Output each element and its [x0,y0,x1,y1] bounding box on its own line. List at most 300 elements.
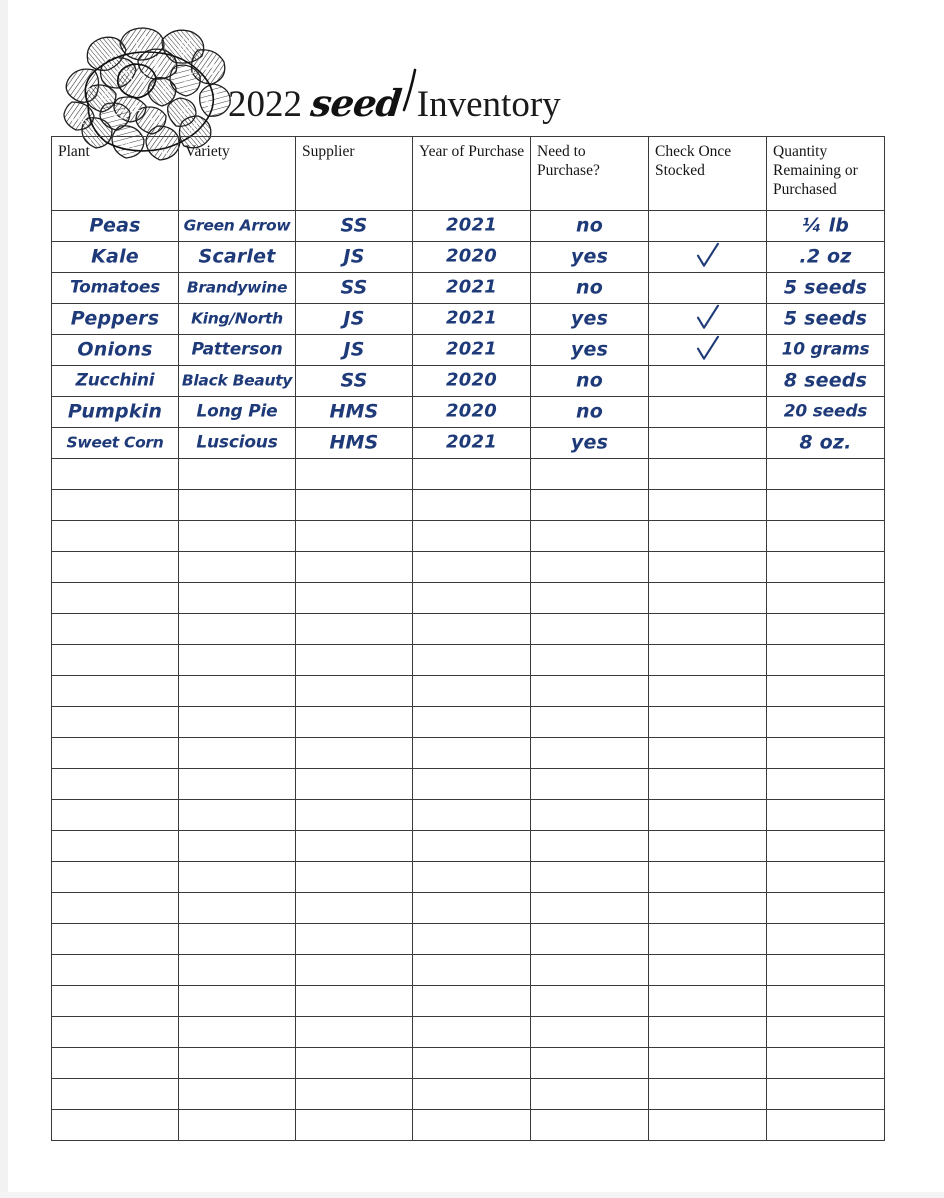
need-value: yes [570,245,609,268]
column-header-supplier: Supplier [296,137,413,211]
cell-variety-empty[interactable] [179,800,296,831]
cell-need[interactable] [531,242,649,273]
cell-supplier-empty[interactable] [296,862,413,893]
cell-plant-empty[interactable] [52,490,179,521]
cell-supplier-empty[interactable] [296,800,413,831]
cell-supplier-empty[interactable] [296,831,413,862]
cell-check-empty[interactable] [649,769,767,800]
cell-plant-empty[interactable] [52,986,179,1017]
cell-check-empty[interactable] [649,924,767,955]
cell-year-empty[interactable] [413,490,531,521]
cell-year-empty[interactable] [413,800,531,831]
cell-variety-empty[interactable] [179,893,296,924]
cell-supplier-empty[interactable] [296,924,413,955]
cell-plant-empty[interactable] [52,707,179,738]
cell-check-empty[interactable] [649,986,767,1017]
cell-supplier[interactable] [296,366,413,397]
year-value: 2020 [446,400,497,422]
cell-variety-empty[interactable] [179,1017,296,1048]
quantity-value: 10 grams [781,339,870,360]
cell-variety[interactable] [179,397,296,428]
cell-plant[interactable] [52,273,179,304]
title-year: 2022 [228,84,302,125]
cell-variety[interactable] [179,242,296,273]
cell-supplier-empty[interactable] [296,552,413,583]
table-row[interactable] [52,335,885,366]
variety-value: Long Pie [196,401,278,422]
cell-supplier[interactable] [296,211,413,242]
checkmark-icon [649,243,766,269]
table-row-empty[interactable] [52,831,885,862]
cell-supplier-empty[interactable] [296,521,413,552]
cell-year-empty[interactable] [413,521,531,552]
cell-variety-empty[interactable] [179,1079,296,1110]
table-row-empty[interactable] [52,738,885,769]
cell-quantity-empty[interactable] [767,459,885,490]
cell-supplier-empty[interactable] [296,986,413,1017]
year-value: 2021 [446,307,497,329]
cell-quantity-empty[interactable] [767,583,885,614]
cell-need[interactable] [531,211,649,242]
page-title [228,70,561,125]
cell-supplier-empty[interactable] [296,1017,413,1048]
cell-need-empty[interactable] [531,862,649,893]
page-edge-left [0,0,8,1198]
column-header-year: Year of Purchase [413,137,531,211]
cell-quantity[interactable] [767,397,885,428]
table-row-empty[interactable] [52,986,885,1017]
cell-quantity-empty[interactable] [767,738,885,769]
cell-year-empty[interactable] [413,552,531,583]
table-row[interactable] [52,397,885,428]
cell-quantity[interactable] [767,428,885,459]
cell-quantity[interactable] [767,335,885,366]
cell-year-empty[interactable] [413,707,531,738]
cell-year-empty[interactable] [413,1017,531,1048]
cell-supplier-empty[interactable] [296,676,413,707]
cell-supplier-empty[interactable] [296,459,413,490]
cell-variety-empty[interactable] [179,1110,296,1141]
cell-quantity-empty[interactable] [767,955,885,986]
cell-check[interactable] [649,397,767,428]
variety-value: Luscious [196,432,278,453]
cell-check[interactable] [649,211,767,242]
cell-supplier-empty[interactable] [296,490,413,521]
cell-quantity[interactable] [767,242,885,273]
cell-quantity-empty[interactable] [767,1079,885,1110]
cell-supplier-empty[interactable] [296,955,413,986]
table-row[interactable] [52,304,885,335]
cell-year[interactable] [413,304,531,335]
cell-plant-empty[interactable] [52,769,179,800]
cell-supplier-empty[interactable] [296,645,413,676]
cell-plant[interactable] [52,242,179,273]
cell-need-empty[interactable] [531,583,649,614]
table-row-empty[interactable] [52,676,885,707]
year-value: 2021 [446,214,497,236]
cell-need-empty[interactable] [531,521,649,552]
cell-check[interactable] [649,242,767,273]
cell-quantity-empty[interactable] [767,1017,885,1048]
page-edge-bottom [0,1192,944,1198]
variety-value: King/North [191,309,283,328]
cell-check-empty[interactable] [649,1079,767,1110]
cell-need-empty[interactable] [531,459,649,490]
cell-check-empty[interactable] [649,459,767,490]
cell-plant[interactable] [52,397,179,428]
cell-plant[interactable] [52,428,179,459]
cell-supplier[interactable] [296,428,413,459]
plant-value: Onions [77,338,153,361]
cell-plant-empty[interactable] [52,862,179,893]
cell-check-empty[interactable] [649,645,767,676]
cell-check-empty[interactable] [649,955,767,986]
supplier-value: SS [340,214,368,237]
cell-check-empty[interactable] [649,552,767,583]
cell-variety-empty[interactable] [179,862,296,893]
variety-value: Brandywine [186,278,288,297]
cell-supplier-empty[interactable] [296,1079,413,1110]
cell-need-empty[interactable] [531,707,649,738]
cell-quantity-empty[interactable] [767,1110,885,1141]
cell-quantity[interactable] [767,366,885,397]
supplier-value: JS [343,307,365,330]
cell-plant-empty[interactable] [52,738,179,769]
cell-year-empty[interactable] [413,924,531,955]
cell-quantity-empty[interactable] [767,521,885,552]
cell-variety-empty[interactable] [179,707,296,738]
cell-supplier[interactable] [296,273,413,304]
cell-check[interactable] [649,273,767,304]
quantity-value: 20 seeds [783,401,868,422]
cell-supplier-empty[interactable] [296,738,413,769]
cell-need[interactable] [531,304,649,335]
cell-plant-empty[interactable] [52,831,179,862]
cell-quantity-empty[interactable] [767,614,885,645]
plant-value: Peas [89,214,141,237]
table-row-empty[interactable] [52,1017,885,1048]
cell-year[interactable] [413,242,531,273]
cell-plant[interactable] [52,335,179,366]
table-row-empty[interactable] [52,521,885,552]
cell-check-empty[interactable] [649,1048,767,1079]
table-row[interactable] [52,428,885,459]
column-header-quantity: Quantity Remaining or Purchased [767,137,885,211]
cell-plant-empty[interactable] [52,800,179,831]
cell-need-empty[interactable] [531,831,649,862]
cell-need[interactable] [531,397,649,428]
cell-plant[interactable] [52,304,179,335]
cell-check-empty[interactable] [649,831,767,862]
table-row-empty[interactable] [52,614,885,645]
cell-quantity-empty[interactable] [767,831,885,862]
table-row-empty[interactable] [52,583,885,614]
cell-variety[interactable] [179,304,296,335]
cell-quantity[interactable] [767,211,885,242]
cell-check-empty[interactable] [649,707,767,738]
cell-quantity-empty[interactable] [767,862,885,893]
cell-variety-empty[interactable] [179,955,296,986]
cell-check-empty[interactable] [649,1110,767,1141]
cell-need-empty[interactable] [531,893,649,924]
table-row-empty[interactable] [52,924,885,955]
cell-variety[interactable] [179,428,296,459]
year-value: 2020 [446,245,497,267]
cell-quantity-empty[interactable] [767,986,885,1017]
cell-plant-empty[interactable] [52,1079,179,1110]
cell-plant-empty[interactable] [52,955,179,986]
cell-year-empty[interactable] [413,986,531,1017]
column-header-variety: Variety [179,137,296,211]
cell-supplier[interactable] [296,397,413,428]
cell-need-empty[interactable] [531,800,649,831]
plant-value: Peppers [70,307,160,330]
cell-plant-empty[interactable] [52,1048,179,1079]
cell-need-empty[interactable] [531,924,649,955]
cell-check-empty[interactable] [649,521,767,552]
cell-check-empty[interactable] [649,800,767,831]
cell-check-empty[interactable] [649,1017,767,1048]
table-row[interactable] [52,242,885,273]
cell-variety[interactable] [179,366,296,397]
cell-supplier-empty[interactable] [296,583,413,614]
cell-need-empty[interactable] [531,769,649,800]
cell-variety-empty[interactable] [179,831,296,862]
cell-year[interactable] [413,335,531,366]
cell-check[interactable] [649,366,767,397]
cell-year-empty[interactable] [413,459,531,490]
cell-need-empty[interactable] [531,645,649,676]
seed-inventory-table [51,136,885,1141]
cell-check[interactable] [649,428,767,459]
cell-variety-empty[interactable] [179,459,296,490]
variety-value: Green Arrow [183,216,291,235]
variety-value: Patterson [191,339,283,360]
need-value: yes [570,338,609,361]
cell-check-empty[interactable] [649,862,767,893]
cell-quantity-empty[interactable] [767,676,885,707]
plant-value: Pumpkin [67,400,163,423]
cell-quantity-empty[interactable] [767,893,885,924]
cell-need-empty[interactable] [531,986,649,1017]
cell-quantity-empty[interactable] [767,924,885,955]
cell-need[interactable] [531,273,649,304]
table-header-row [52,137,885,211]
cell-need-empty[interactable] [531,614,649,645]
title-rest: Inventory [416,84,561,125]
cell-year-empty[interactable] [413,955,531,986]
cell-supplier-empty[interactable] [296,614,413,645]
cell-year[interactable] [413,428,531,459]
supplier-value: SS [340,276,368,299]
cell-check-empty[interactable] [649,738,767,769]
cell-variety-empty[interactable] [179,738,296,769]
cell-plant[interactable] [52,211,179,242]
cell-need-empty[interactable] [531,1048,649,1079]
cell-supplier-empty[interactable] [296,707,413,738]
table-body [52,211,885,1141]
table-row-empty[interactable] [52,1110,885,1141]
cell-supplier-empty[interactable] [296,1110,413,1141]
cell-year[interactable] [413,397,531,428]
cell-year[interactable] [413,273,531,304]
cell-year-empty[interactable] [413,862,531,893]
column-header-check: Check Once Stocked [649,137,767,211]
cell-variety-empty[interactable] [179,490,296,521]
cell-need-empty[interactable] [531,676,649,707]
cell-plant[interactable] [52,366,179,397]
cell-supplier-empty[interactable] [296,769,413,800]
cell-variety-empty[interactable] [179,986,296,1017]
cell-plant-empty[interactable] [52,583,179,614]
cell-year-empty[interactable] [413,893,531,924]
cell-quantity[interactable] [767,273,885,304]
cell-variety-empty[interactable] [179,676,296,707]
cell-variety[interactable] [179,335,296,366]
cell-year-empty[interactable] [413,1079,531,1110]
table-row[interactable] [52,273,885,304]
cell-year-empty[interactable] [413,738,531,769]
table-row-empty[interactable] [52,1048,885,1079]
cell-year-empty[interactable] [413,769,531,800]
table-row-empty[interactable] [52,862,885,893]
table-row[interactable] [52,366,885,397]
cell-need-empty[interactable] [531,1079,649,1110]
cell-supplier[interactable] [296,242,413,273]
cell-quantity-empty[interactable] [767,800,885,831]
checkmark-icon [649,305,766,331]
cell-need-empty[interactable] [531,1017,649,1048]
cell-plant-empty[interactable] [52,552,179,583]
cell-check-empty[interactable] [649,583,767,614]
cell-plant-empty[interactable] [52,459,179,490]
cell-plant-empty[interactable] [52,614,179,645]
cell-plant-empty[interactable] [52,1110,179,1141]
quantity-value: ¼ lb [801,214,850,237]
cell-plant-empty[interactable] [52,893,179,924]
cell-plant-empty[interactable] [52,676,179,707]
cell-variety-empty[interactable] [179,614,296,645]
table-row-empty[interactable] [52,490,885,521]
cell-need-empty[interactable] [531,490,649,521]
table-row-empty[interactable] [52,552,885,583]
year-value: 2020 [446,369,497,391]
cell-variety[interactable] [179,273,296,304]
cell-check-empty[interactable] [649,676,767,707]
table-row-empty[interactable] [52,955,885,986]
cell-quantity-empty[interactable] [767,769,885,800]
variety-value: Scarlet [198,245,276,268]
cell-variety-empty[interactable] [179,552,296,583]
need-value: yes [570,307,609,330]
cell-quantity-empty[interactable] [767,1048,885,1079]
quantity-value: 8 seeds [783,369,868,392]
cell-year-empty[interactable] [413,583,531,614]
cell-supplier[interactable] [296,304,413,335]
cell-quantity[interactable] [767,304,885,335]
supplier-value: SS [340,369,368,392]
script-flourish-icon [402,68,418,114]
plant-value: Zucchini [75,370,155,391]
cell-quantity-empty[interactable] [767,645,885,676]
cell-plant-empty[interactable] [52,924,179,955]
cell-variety-empty[interactable] [179,924,296,955]
cell-variety-empty[interactable] [179,769,296,800]
table-row-empty[interactable] [52,893,885,924]
cell-year-empty[interactable] [413,645,531,676]
year-value: 2021 [446,338,497,360]
cell-year-empty[interactable] [413,1110,531,1141]
cell-variety-empty[interactable] [179,1048,296,1079]
cell-need-empty[interactable] [531,955,649,986]
cell-year-empty[interactable] [413,676,531,707]
cell-check-empty[interactable] [649,893,767,924]
supplier-value: HMS [329,400,379,423]
quantity-value: 8 oz. [799,431,852,454]
cell-need[interactable] [531,366,649,397]
checkmark-icon [649,336,766,362]
supplier-value: JS [343,245,365,268]
cell-variety-empty[interactable] [179,583,296,614]
column-header-need: Need to Purchase? [531,137,649,211]
table-row[interactable] [52,211,885,242]
cell-check-empty[interactable] [649,490,767,521]
cell-variety-empty[interactable] [179,521,296,552]
table-row-empty[interactable] [52,707,885,738]
cell-plant-empty[interactable] [52,1017,179,1048]
cell-year[interactable] [413,211,531,242]
table-row-empty[interactable] [52,1079,885,1110]
need-value: no [576,369,603,392]
cell-need[interactable] [531,428,649,459]
cell-need-empty[interactable] [531,1110,649,1141]
table-row-empty[interactable] [52,459,885,490]
quantity-value: 5 seeds [783,276,868,299]
table-row-empty[interactable] [52,769,885,800]
supplier-value: JS [343,338,365,361]
cell-year[interactable] [413,366,531,397]
cell-year-empty[interactable] [413,831,531,862]
cell-check-empty[interactable] [649,614,767,645]
quantity-value: 5 seeds [783,307,868,330]
cell-variety[interactable] [179,211,296,242]
cell-supplier-empty[interactable] [296,1048,413,1079]
cell-year-empty[interactable] [413,1048,531,1079]
cell-variety-empty[interactable] [179,645,296,676]
cell-check[interactable] [649,304,767,335]
plant-value: Tomatoes [69,277,161,298]
cell-need[interactable] [531,335,649,366]
cell-check[interactable] [649,335,767,366]
table-row-empty[interactable] [52,800,885,831]
cell-plant-empty[interactable] [52,521,179,552]
cell-need-empty[interactable] [531,738,649,769]
cell-year-empty[interactable] [413,614,531,645]
cell-quantity-empty[interactable] [767,490,885,521]
cell-plant-empty[interactable] [52,645,179,676]
cell-quantity-empty[interactable] [767,707,885,738]
cell-supplier[interactable] [296,335,413,366]
cell-quantity-empty[interactable] [767,552,885,583]
plant-value: Sweet Corn [66,433,164,452]
column-header-plant: Plant [52,137,179,211]
table-row-empty[interactable] [52,645,885,676]
plant-value: Kale [91,245,139,268]
need-value: yes [570,431,609,454]
cell-need-empty[interactable] [531,552,649,583]
need-value: no [576,214,603,237]
cell-supplier-empty[interactable] [296,893,413,924]
